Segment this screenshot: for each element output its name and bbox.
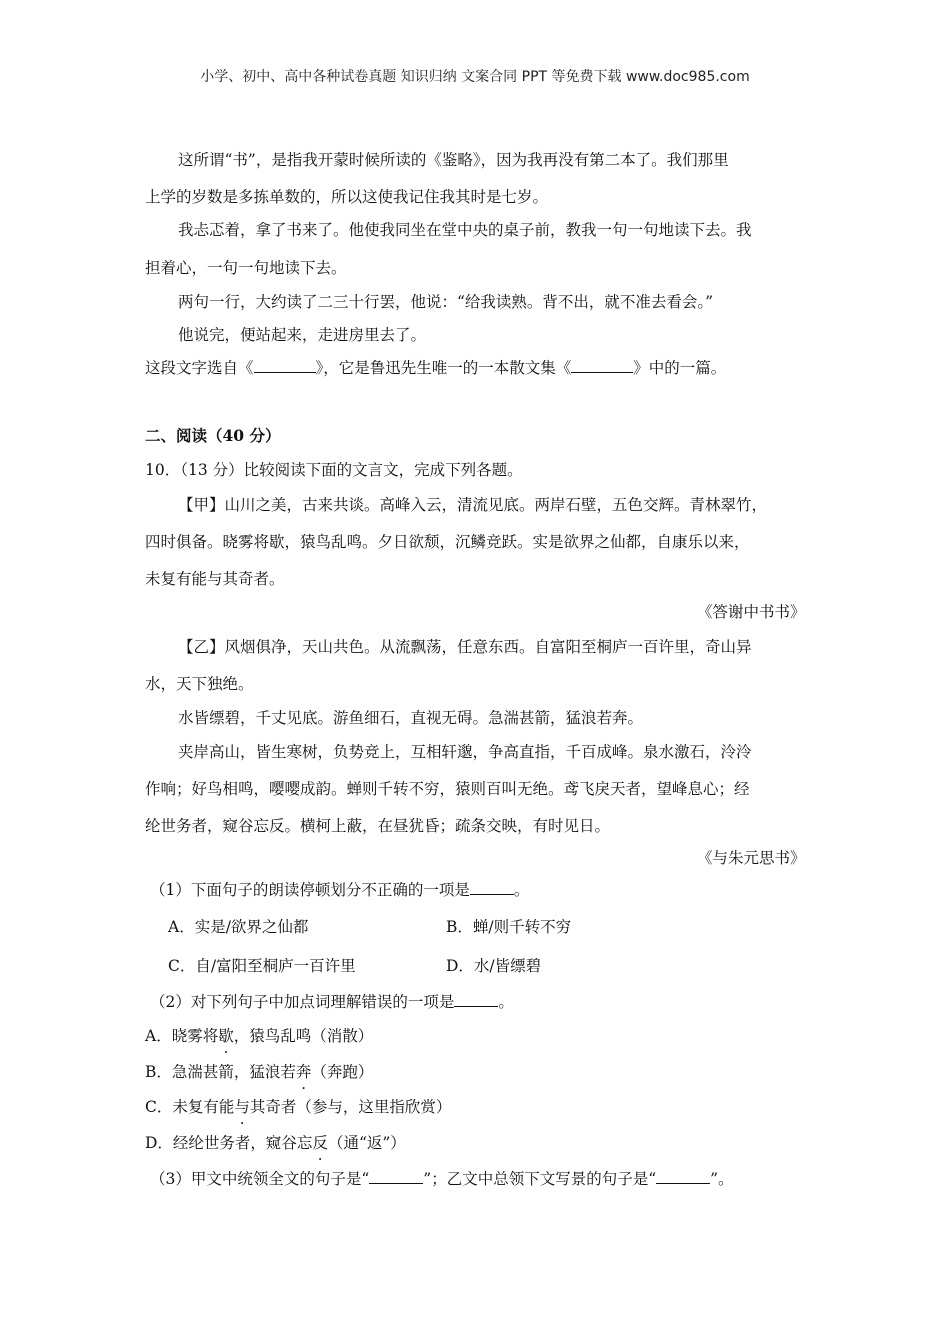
passage-line: 水皆缥碧，千丈见底。游鱼细石，直视无碍。急湍甚箭，猛浪若奔。 xyxy=(178,709,644,727)
dotted-word: 反 xyxy=(312,1134,328,1152)
question-10: 10．（13 分）比较阅读下面的文言文，完成下列各题。 xyxy=(145,461,523,479)
passage-line: 【乙】风烟俱净，天山共色。从流飘荡，任意东西。自富阳至桐庐一百许里，奇山异 xyxy=(178,638,752,656)
option-c: C．自/富阳至桐庐一百许里 xyxy=(168,957,356,975)
question-1: （1）下面句子的朗读停顿划分不正确的一项是 。 xyxy=(150,881,530,899)
passage-line: 两句一行，大约读了二三十行罢，他说：“给我读熟。背不出，就不准去看会。” xyxy=(178,293,714,311)
section-title: 二、阅读（40 分） xyxy=(145,426,281,445)
passage-line: 上学的岁数是多拣单数的，所以这使我记住我其时是七岁。 xyxy=(145,188,549,206)
dotted-word: 奔 xyxy=(295,1063,312,1081)
question-3: （3）甲文中统领全文的句子是“ ”；乙文中总领下文写景的句子是“ ”。 xyxy=(150,1170,734,1188)
option-b: B．蝉/则千转不穷 xyxy=(446,918,572,936)
passage-line: 作响；好鸟相鸣，嘤嘤成韵。蝉则千转不穷，猿则百叫无绝。鸢飞戾天者，望峰息心；经 xyxy=(145,780,750,798)
passage-line: 四时俱备。晓雾将歇，猿鸟乱鸣。夕日欲颓，沉鳞竞跃。实是欲界之仙都，自康乐以来， xyxy=(145,533,750,551)
passage-line: 我忐忑着，拿了书来了。他使我同坐在堂中央的桌子前，教我一句一句地读下去。我 xyxy=(178,221,752,239)
fill-in-question: 这段文字选自《 》，它是鲁迅先生唯一的一本散文集《 》中的一篇。 xyxy=(145,359,727,377)
answer-blank[interactable] xyxy=(571,358,633,373)
option-c: C．未复有能与其奇者（参与，这里指欣赏） xyxy=(145,1098,452,1116)
passage-line: 未复有能与其奇者。 xyxy=(145,570,285,588)
passage-line: 他说完，便站起来，走进房里去了。 xyxy=(178,326,427,344)
option-d: D．经纶世务者，窥谷忘反（通“返”） xyxy=(145,1134,406,1152)
option-b: B．急湍甚箭，猛浪若奔（奔跑） xyxy=(145,1063,374,1081)
dotted-word: 与 xyxy=(234,1098,250,1116)
passage-line: 水，天下独绝。 xyxy=(145,675,254,693)
passage-line: 这所谓“书”，是指我开蒙时候所读的《鉴略》，因为我再没有第二本了。我们那里 xyxy=(178,151,729,169)
answer-blank[interactable] xyxy=(656,1169,710,1184)
passage-line: 【甲】山川之美，古来共谈。高峰入云，清流见底。两岸石壁，五色交辉。青林翠竹， xyxy=(178,496,768,514)
answer-blank[interactable] xyxy=(254,358,316,373)
question-2: （2）对下列句子中加点词理解错误的一项是 。 xyxy=(150,993,514,1011)
answer-blank[interactable] xyxy=(454,992,498,1007)
answer-blank[interactable] xyxy=(369,1169,423,1184)
option-d: D．水/皆缥碧 xyxy=(446,957,542,975)
option-a: A．晓雾将歇，猿鸟乱鸣（消散） xyxy=(145,1027,374,1045)
passage-line: 担着心，一句一句地读下去。 xyxy=(145,259,347,277)
option-a: A．实是/欲界之仙都 xyxy=(168,918,309,936)
dotted-word: 歇 xyxy=(218,1027,234,1045)
source-title: 《与朱元思书》 xyxy=(697,849,806,867)
passage-line: 夹岸高山，皆生寒树，负势竞上，互相轩邈，争高直指，千百成峰。泉水激石，泠泠 xyxy=(178,743,752,761)
page-header: 小学、初中、高中各种试卷真题 知识归纳 文案合同 PPT 等免费下载 www.doc985.com xyxy=(200,69,750,85)
answer-blank[interactable] xyxy=(470,880,514,895)
passage-line: 纶世务者，窥谷忘反。横柯上蔽，在昼犹昏；疏条交映，有时见日。 xyxy=(145,817,611,835)
source-title: 《答谢中书书》 xyxy=(697,603,806,621)
